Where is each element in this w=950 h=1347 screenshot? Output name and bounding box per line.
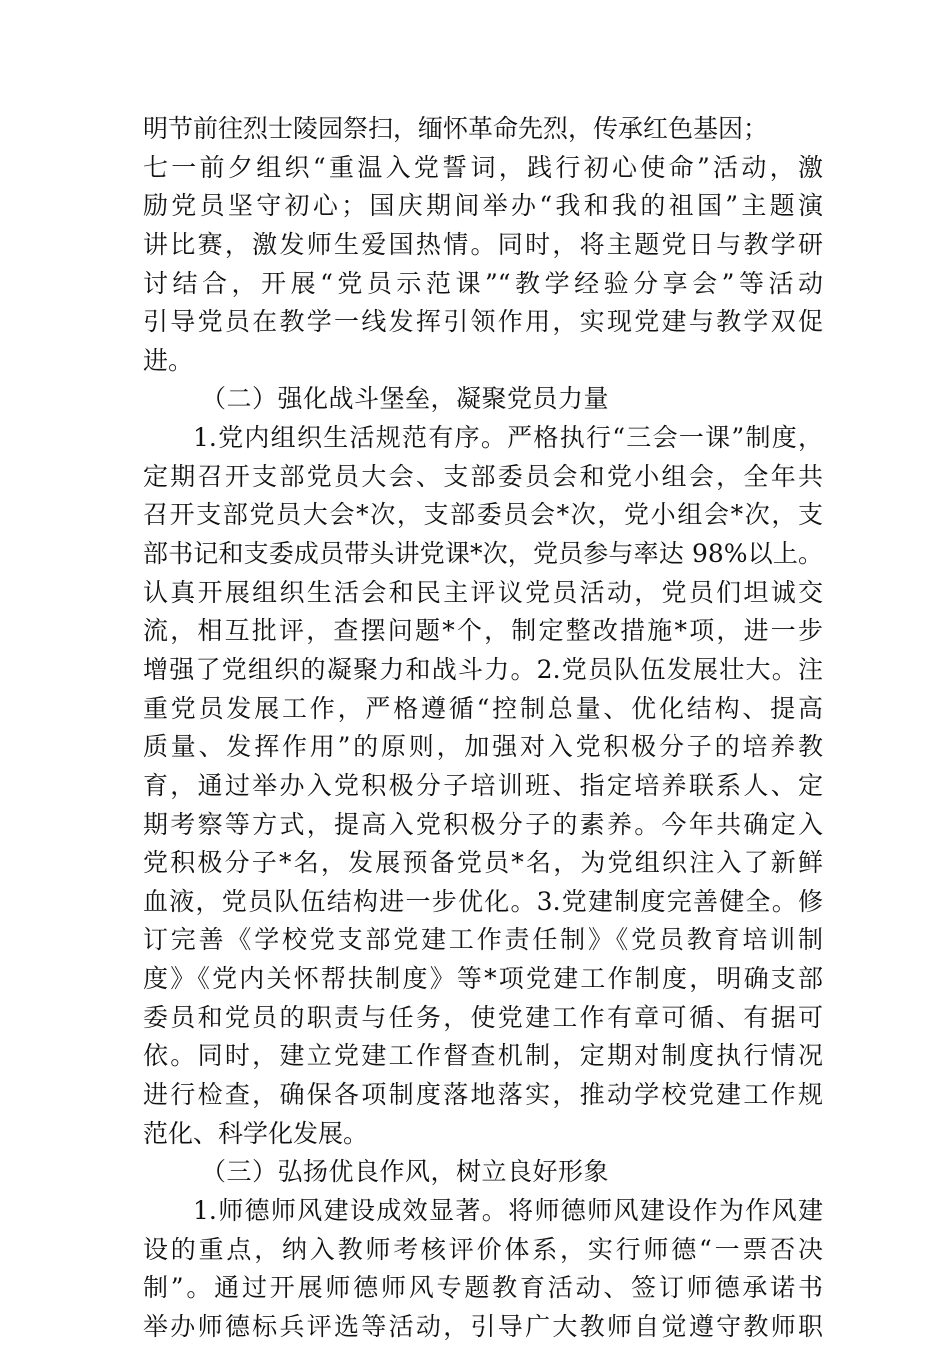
paragraph-line: 依。同时，建立党建工作督查机制，定期对制度执行情况	[143, 1041, 823, 1071]
section-heading: （二）强化战斗堡垒，凝聚党员力量	[201, 384, 610, 414]
paragraph-line: 委员和党员的职责与任务，使党建工作有章可循、有据可	[143, 1002, 823, 1032]
paragraph-line: 讨结合，开展“党员示范课”“教学经验分享会”等活动	[143, 268, 823, 298]
paragraph-line: 定期召开支部党员大会、支部委员会和党小组会，全年共	[143, 461, 823, 491]
paragraph-line: 增强了党组织的凝聚力和战斗力。2.党员队伍发展壮大。注	[143, 654, 823, 684]
section-heading: （三）弘扬优良作风，树立良好形象	[201, 1157, 610, 1187]
paragraph-line: 育，通过举办入党积极分子培训班、指定培养联系人、定	[143, 770, 823, 800]
paragraph-line: 质量、发挥作用”的原则，加强对入党积极分子的培养教	[143, 732, 823, 762]
paragraph-line: 1.党内组织生活规范有序。严格执行“三会一课”制度，	[193, 423, 823, 453]
paragraph-line: 设的重点，纳入教师考核评价体系，实行师德“一票否决	[143, 1234, 823, 1264]
paragraph-line: 讲比赛，激发师生爱国热情。同时，将主题党日与教学研	[143, 229, 823, 259]
paragraph-line: 励党员坚守初心；国庆期间举办“我和我的祖国”主题演	[143, 191, 823, 221]
paragraph-line: 制”。通过开展师德师风专题教育活动、签订师德承诺书	[143, 1273, 823, 1303]
paragraph-line: 进。	[143, 345, 194, 375]
paragraph-line: 召开支部党员大会*次，支部委员会*次，党小组会*次，支	[143, 500, 823, 530]
paragraph-line: 进行检查，确保各项制度落地落实，推动学校党建工作规	[143, 1080, 823, 1110]
paragraph-line: 举办师德标兵评选等活动，引导广大教师自觉遵守教师职	[143, 1311, 823, 1341]
paragraph-line: 流，相互批评，查摆问题*个，制定整改措施*项，进一步	[143, 616, 823, 646]
paragraph-line: 期考察等方式，提高入党积极分子的素养。今年共确定入	[143, 809, 823, 839]
paragraph-line: 党积极分子*名，发展预备党员*名，为党组织注入了新鲜	[143, 848, 823, 878]
paragraph-line: 部书记和支委成员带头讲党课*次，党员参与率达 98%以上。	[143, 539, 823, 569]
paragraph-line: 引导党员在教学一线发挥引领作用，实现党建与教学双促	[143, 307, 823, 337]
paragraph-line: 1.师德师风建设成效显著。将师德师风建设作为作风建	[193, 1195, 823, 1225]
document-body	[143, 110, 823, 1347]
paragraph-line: 明节前往烈士陵园祭扫，缅怀革命先烈，传承红色基因；	[143, 114, 769, 143]
paragraph-line: 认真开展组织生活会和民主评议党员活动，党员们坦诚交	[143, 577, 823, 607]
paragraph-line: 七一前夕组织“重温入党誓词，践行初心使命”活动，激	[143, 152, 823, 182]
paragraph-line: 血液，党员队伍结构进一步优化。3.党建制度完善健全。修	[143, 886, 823, 916]
paragraph-line: 范化、科学化发展。	[143, 1118, 369, 1148]
paragraph-line: 度》《党内关怀帮扶制度》等*项党建工作制度，明确支部	[143, 964, 823, 994]
paragraph-line: 订完善《学校党支部党建工作责任制》《党员教育培训制	[143, 925, 823, 955]
paragraph-line: 重党员发展工作，严格遵循“控制总量、优化结构、提高	[143, 693, 823, 723]
